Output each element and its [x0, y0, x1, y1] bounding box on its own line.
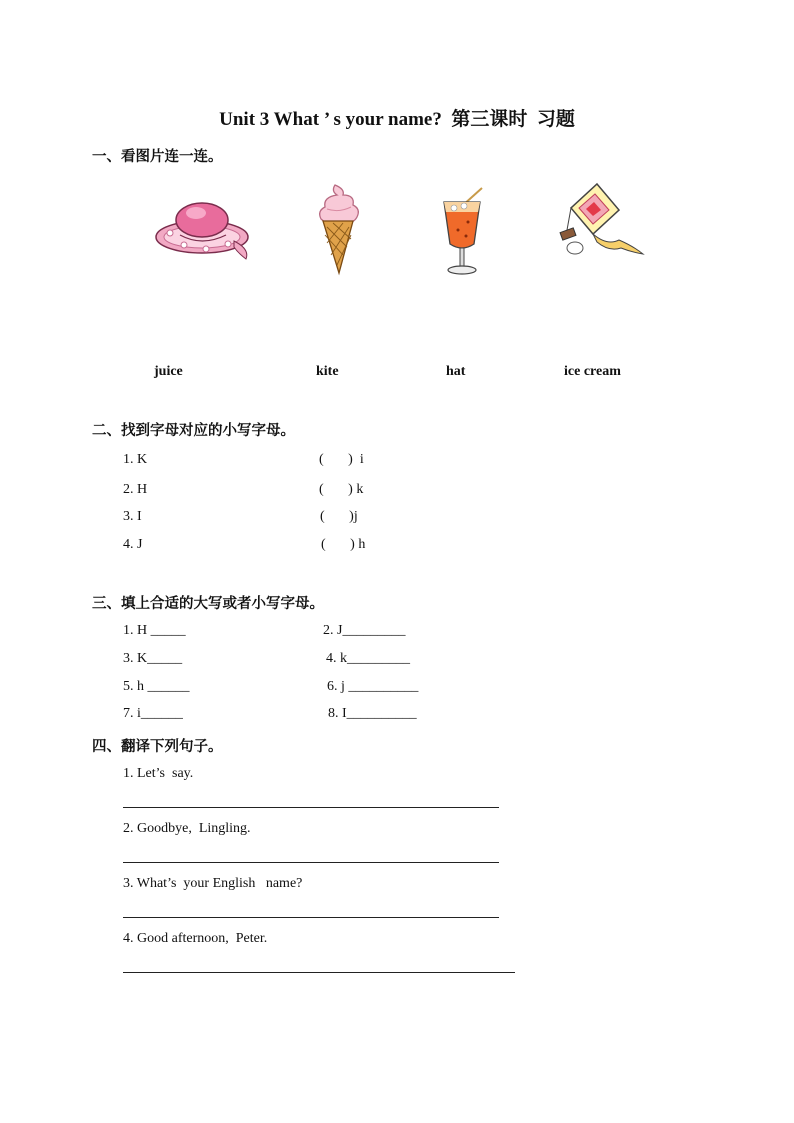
juice-icon	[438, 186, 488, 278]
fill-item-8[interactable]: 8. I__________	[328, 706, 417, 721]
match-left-4: 4. J	[123, 537, 143, 552]
hat-icon	[150, 195, 260, 265]
match-right-3[interactable]: ( )j	[320, 509, 358, 524]
fill-item-3[interactable]: 3. K_____	[123, 651, 183, 666]
translate-sentence-2: 2. Goodbye, Lingling.	[123, 821, 251, 836]
fill-item-2[interactable]: 2. J_________	[323, 623, 406, 638]
section-1-heading: 一、看图片连一连。	[92, 149, 223, 165]
kite-icon	[557, 182, 647, 266]
match-right-4[interactable]: ( ) h	[321, 537, 366, 552]
section-3-heading: 三、填上合适的大写或者小写字母。	[92, 596, 324, 612]
ice-cream-icon	[313, 183, 363, 278]
translate-sentence-4: 4. Good afternoon, Peter.	[123, 931, 268, 946]
fill-item-6[interactable]: 6. j __________	[327, 679, 419, 694]
fill-item-7[interactable]: 7. i______	[123, 706, 183, 721]
fill-item-5[interactable]: 5. h ______	[123, 679, 190, 694]
match-left-1: 1. K	[123, 452, 148, 467]
word-juice: juice	[154, 364, 183, 379]
answer-line-2[interactable]	[123, 862, 499, 863]
match-left-2: 2. H	[123, 482, 148, 497]
word-hat: hat	[446, 364, 466, 379]
match-right-2[interactable]: ( ) k	[319, 482, 364, 497]
word-kite: kite	[316, 364, 339, 379]
match-right-1[interactable]: ( ) i	[319, 452, 364, 467]
translate-sentence-1: 1. Let’s say.	[123, 766, 194, 781]
page-title: Unit 3 What ’ s your name? 第三课时 习题	[219, 109, 575, 130]
section-2-heading: 二、找到字母对应的小写字母。	[92, 423, 295, 439]
answer-line-1[interactable]	[123, 807, 499, 808]
match-left-3: 3. I	[123, 509, 142, 524]
word-ice-cream: ice cream	[564, 364, 621, 379]
fill-item-4[interactable]: 4. k_________	[326, 651, 410, 666]
translate-sentence-3: 3. What’s your English name?	[123, 876, 303, 891]
fill-item-1[interactable]: 1. H _____	[123, 623, 186, 638]
answer-line-4[interactable]	[123, 972, 515, 973]
section-4-heading: 四、翻译下列句子。	[92, 739, 223, 755]
answer-line-3[interactable]	[123, 917, 499, 918]
